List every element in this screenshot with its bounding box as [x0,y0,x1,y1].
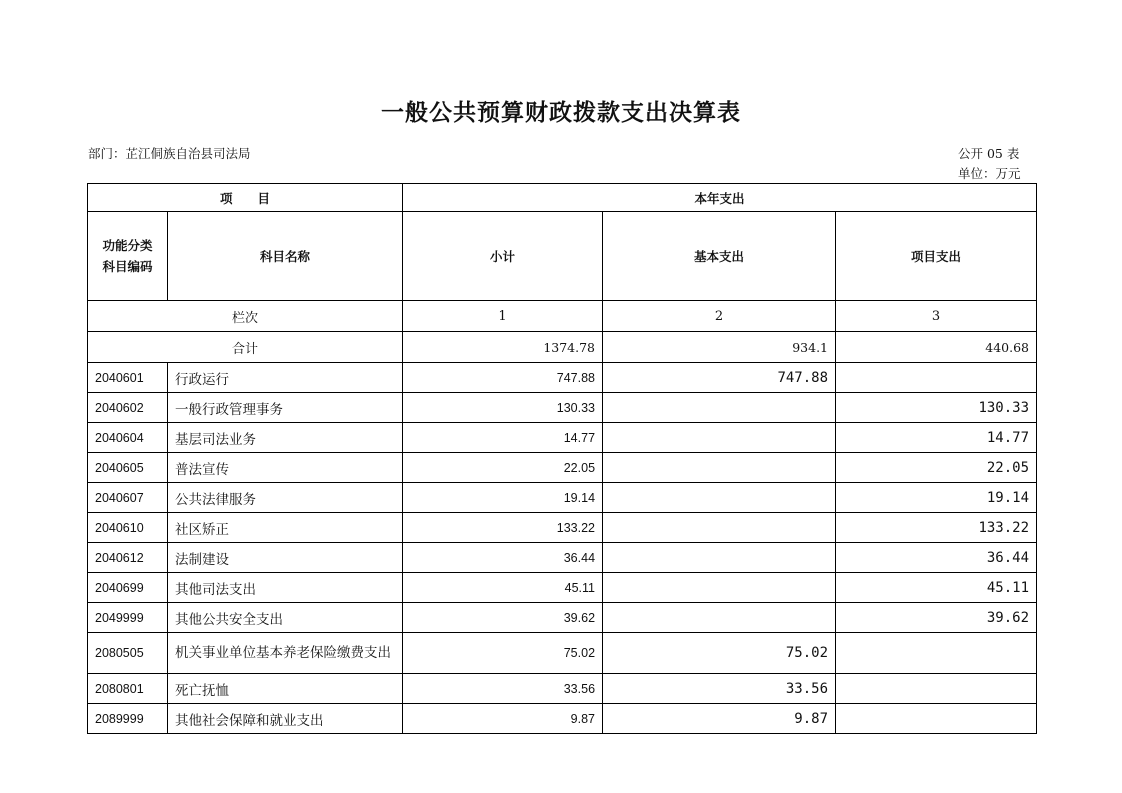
row-code: 2089999 [88,704,168,734]
row-subtotal: 19.14 [403,483,603,513]
column-number-2: 2 [603,301,836,332]
row-code: 2040610 [88,513,168,543]
row-subtotal: 133.22 [403,513,603,543]
row-code: 2080801 [88,674,168,704]
header-current-year: 本年支出 [403,184,1037,212]
row-subject-name: 机关事业单位基本养老保险缴费支出 [168,633,403,674]
row-basic [603,573,836,603]
row-project: 130.33 [836,393,1037,423]
row-basic [603,603,836,633]
table-row [88,453,1037,483]
row-subject-name: 基层司法业务 [168,423,403,453]
row-project: 22.05 [836,453,1037,483]
table-row [88,543,1037,573]
row-basic [603,513,836,543]
table-row [88,423,1037,453]
row-basic [603,483,836,513]
row-code: 2040604 [88,423,168,453]
row-basic: 75.02 [603,633,836,674]
table-row [88,513,1037,543]
row-subtotal: 36.44 [403,543,603,573]
header-item: 项 目 [88,184,403,212]
total-project: 440.68 [836,332,1037,363]
column-number-label: 栏次 [88,301,403,332]
row-subject-name: 死亡抚恤 [168,674,403,704]
row-basic: 9.87 [603,704,836,734]
header-subtotal: 小计 [403,212,603,301]
row-project: 133.22 [836,513,1037,543]
row-project: 14.77 [836,423,1037,453]
row-code: 2040612 [88,543,168,573]
row-project: 19.14 [836,483,1037,513]
table-row [88,483,1037,513]
total-label: 合计 [88,332,403,363]
total-subtotal: 1374.78 [403,332,603,363]
row-subject-name: 普法宣传 [168,453,403,483]
row-subtotal: 39.62 [403,603,603,633]
row-project [836,633,1037,674]
row-basic [603,543,836,573]
department-label: 部门： [88,146,126,161]
table-row [88,633,1037,674]
table-row [88,573,1037,603]
row-project [836,363,1037,393]
row-subtotal: 9.87 [403,704,603,734]
column-number-row [88,301,1037,332]
row-subject-name: 行政运行 [168,363,403,393]
column-number-1: 1 [403,301,603,332]
row-basic [603,393,836,423]
unit-label: 单位：万元 [958,166,1021,181]
row-code: 2040605 [88,453,168,483]
row-code: 2040699 [88,573,168,603]
row-basic [603,453,836,483]
row-subtotal: 747.88 [403,363,603,393]
row-subtotal: 14.77 [403,423,603,453]
table-row [88,704,1037,734]
row-code: 2040602 [88,393,168,423]
header-func-code: 功能分类 科目编码 [88,212,168,301]
total-basic: 934.1 [603,332,836,363]
row-subject-name: 其他司法支出 [168,573,403,603]
page-title: 一般公共预算财政拨款支出决算表 [381,99,741,126]
row-project: 39.62 [836,603,1037,633]
row-subject-name: 一般行政管理事务 [168,393,403,423]
row-subject-name: 公共法律服务 [168,483,403,513]
row-subtotal: 22.05 [403,453,603,483]
row-subtotal: 45.11 [403,573,603,603]
row-basic [603,423,836,453]
row-code: 2049999 [88,603,168,633]
row-subject-name: 社区矫正 [168,513,403,543]
row-project [836,674,1037,704]
column-number-3: 3 [836,301,1037,332]
table-row [88,393,1037,423]
row-subtotal: 130.33 [403,393,603,423]
header-row-1 [88,184,1037,212]
row-code: 2080505 [88,633,168,674]
row-basic: 33.56 [603,674,836,704]
total-row [88,332,1037,363]
row-subject-name: 其他社会保障和就业支出 [168,704,403,734]
header-project: 项目支出 [836,212,1037,301]
table-row [88,603,1037,633]
row-code: 2040601 [88,363,168,393]
form-number: 公开 05 表 [958,146,1020,161]
department-line [88,144,251,162]
header-subject-name: 科目名称 [168,212,403,301]
row-code: 2040607 [88,483,168,513]
department-name: 芷江侗族自治县司法局 [125,146,251,161]
row-subtotal: 75.02 [403,633,603,674]
table-row [88,363,1037,393]
expenditure-table [87,183,1037,734]
row-project: 36.44 [836,543,1037,573]
table-row [88,674,1037,704]
row-subject-name: 其他公共安全支出 [168,603,403,633]
row-basic: 747.88 [603,363,836,393]
row-project [836,704,1037,734]
row-subject-name: 法制建设 [168,543,403,573]
header-row-2 [88,212,1037,301]
row-project: 45.11 [836,573,1037,603]
header-basic: 基本支出 [603,212,836,301]
row-subtotal: 33.56 [403,674,603,704]
